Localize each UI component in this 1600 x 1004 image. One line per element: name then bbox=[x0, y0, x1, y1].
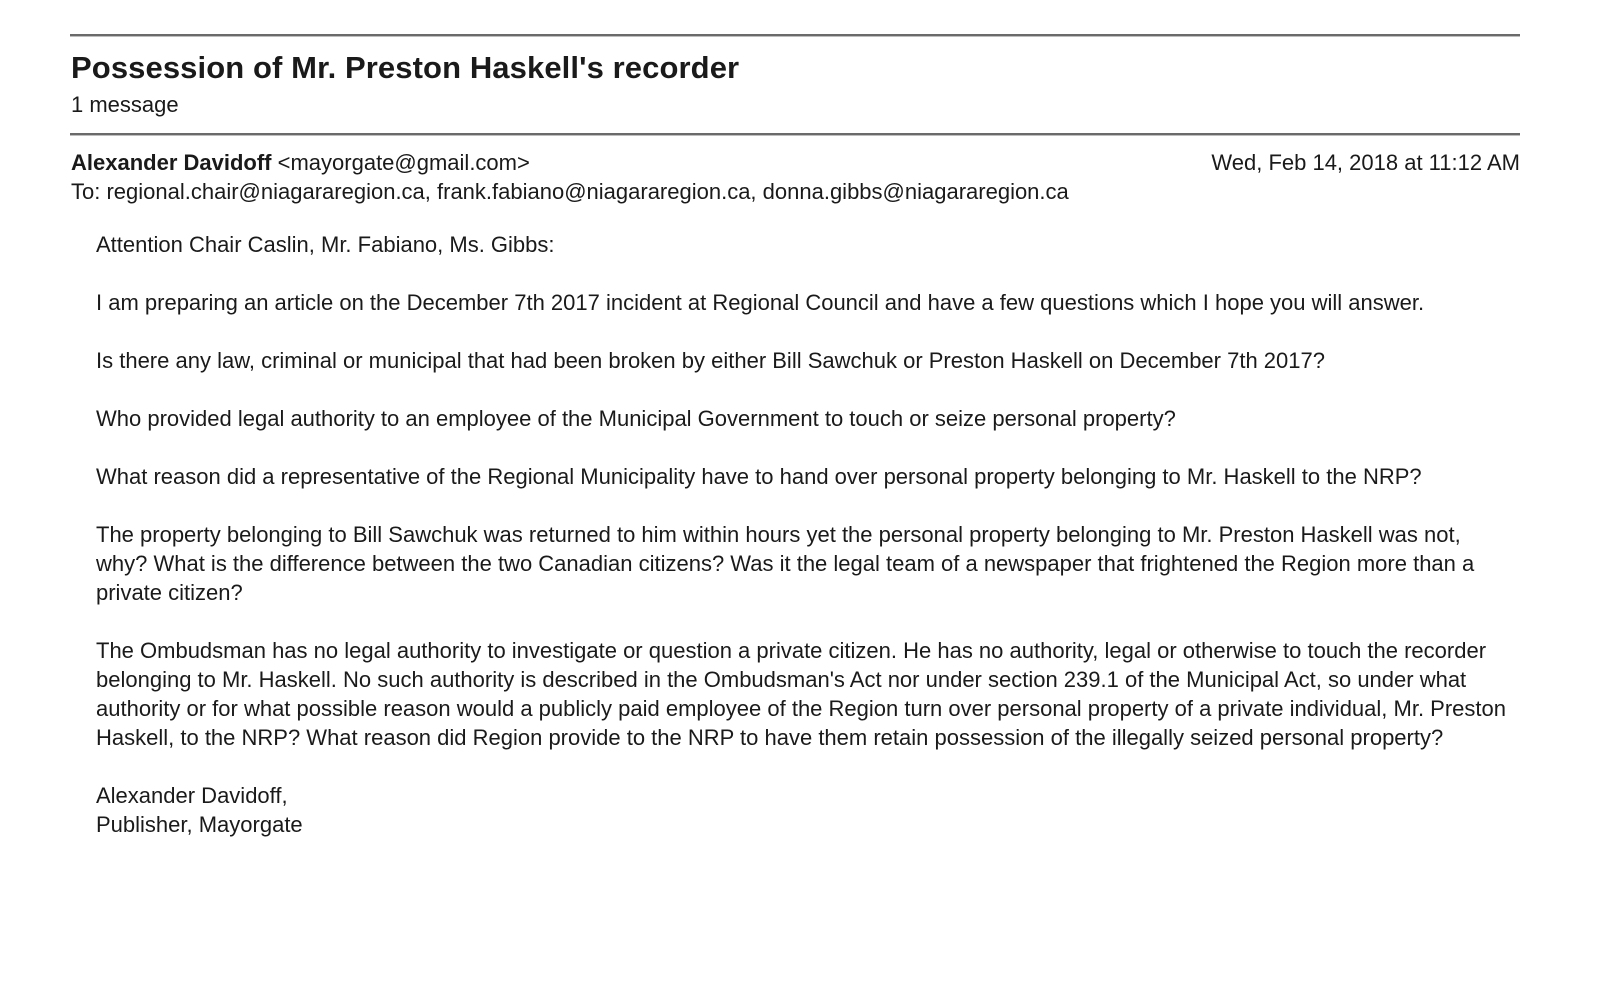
to-label: To: bbox=[71, 179, 101, 204]
body-paragraph: The Ombudsman has no legal authority to investigate or question a private citizen. He has no authority, legal or otherwise to touch the recorder belonging to Mr. Haskell. No such authority is described in the Ombudsman's Act nor under section 239.1 of the Municipal Act, so under what authority or for what possible reason would a publicly paid employee of the Region turn over personal property of a private individual, Mr. Preston Haskell, to the NRP? What reason did Region provide to the NRP to have them retain possession of the illegally seized personal property? bbox=[96, 638, 1506, 750]
body-paragraph: I am preparing an article on the December 7th 2017 incident at Regional Council and have a few questions which I hope you will answer. bbox=[96, 290, 1425, 315]
body-paragraph: Who provided legal authority to an employee of the Municipal Government to touch or seize personal property? bbox=[96, 406, 1176, 431]
header-divider bbox=[70, 133, 1520, 135]
signature-title: Publisher, Mayorgate bbox=[96, 812, 303, 837]
body-paragraph: The property belonging to Bill Sawchuk was returned to him within hours yet the personal property belonging to Mr. Preston Haskell was not, why? What is the difference between the two Canadian citizens? Was it the legal team of a newspaper that frightened the Region more than a private citizen? bbox=[96, 522, 1475, 605]
top-divider bbox=[70, 34, 1520, 36]
message-count: 1 message bbox=[71, 92, 179, 117]
recipients: regional.chair@niagararegion.ca, frank.fabiano@niagararegion.ca, donna.gibbs@niagararegion.ca bbox=[106, 179, 1069, 204]
body-paragraph: What reason did a representative of the Regional Municipality have to hand over personal property belonging to Mr. Haskell to the NRP? bbox=[96, 464, 1422, 489]
sender-name: Alexander Davidoff bbox=[71, 150, 272, 175]
email-body bbox=[96, 230, 1506, 839]
email-date: Wed, Feb 14, 2018 at 11:12 AM bbox=[1211, 150, 1520, 175]
signature bbox=[96, 781, 1506, 839]
greeting: Attention Chair Caslin, Mr. Fabiano, Ms. Gibbs: bbox=[96, 232, 555, 257]
signature-name: Alexander Davidoff, bbox=[96, 783, 288, 808]
sender-line bbox=[71, 150, 530, 176]
email-subject: Possession of Mr. Preston Haskell's recorder bbox=[71, 50, 740, 85]
sender-email: <mayorgate@gmail.com> bbox=[277, 150, 530, 175]
recipients-line bbox=[71, 179, 1069, 205]
body-paragraph: Is there any law, criminal or municipal that had been broken by either Bill Sawchuk or Preston Haskell on December 7th 2017? bbox=[96, 348, 1325, 373]
